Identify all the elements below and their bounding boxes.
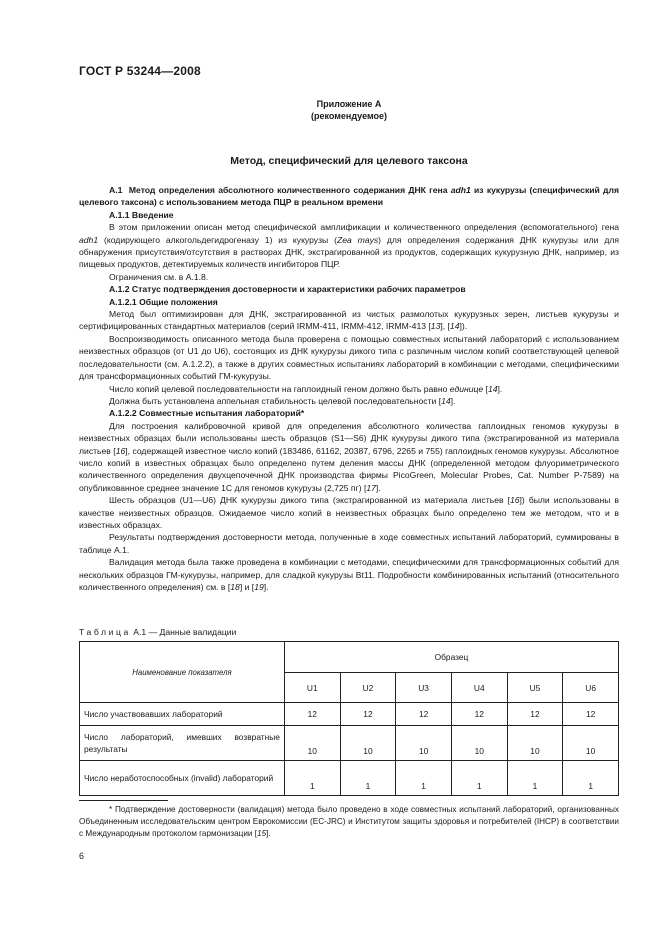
clause-a122-paragraph-2: Шесть образцов (U1—U6) ДНК кукурузы дикого типа (экстрагированной из материала листьев [16]) были использованы в качестве неизвестных образцов. Ожидаемое число копий в неизвестных образцах было определено тем же методом, что и в известных образцах. <box>79 495 619 530</box>
clause-a121-paragraph-1: Метод был оптимизирован для ДНК, экстрагированной из чистых размолотых кукурузных зерен, листьев кукурузы и сертифицированных стандартных материалов (серий IRMM-411, IRMM-412, IRMM-413 [13], [14]). <box>79 309 619 332</box>
footnote-separator <box>79 800 168 801</box>
table-cell: 1 <box>396 761 452 796</box>
document-id: ГОСТ Р 53244—2008 <box>79 64 201 78</box>
table-cell: 10 <box>451 726 507 761</box>
column-header-u2: U2 <box>340 673 396 703</box>
table-cell: 1 <box>284 761 340 796</box>
limitations-reference: Ограничения см. в А.1.8. <box>109 271 209 282</box>
validation-table <box>79 641 619 796</box>
column-header-u3: U3 <box>396 673 452 703</box>
table-row <box>80 703 619 726</box>
table-cell: 10 <box>340 726 396 761</box>
table-cell: 12 <box>563 703 619 726</box>
clause-a12-heading: А.1.2 Статус подтверждения достоверности и характеристики рабочих параметров <box>109 284 466 295</box>
clause-a11-heading: А.1.1 Введение <box>109 209 174 220</box>
clause-a121-paragraph-2: Воспроизводимость описанного метода была проверена с помощью совместных испытаний лабораторий с использованием неизвестных образцов (от U1 до U6), состоящих из ДНК кукурузы дикого типа с различным числом копий соответствующей целевой последовательности (см. А.1.2.2), а также в других совместных испытаниях лабораторий в комбинации с методами, специфическими для трансформационных событий ГМ-кукурузы. <box>79 333 619 382</box>
column-header-u4: U4 <box>451 673 507 703</box>
clause-a122-paragraph-4: Валидация метода была также проведена в комбинации с методами, специфическими для трансформационных событий для нескольких образцов ГМ-кукурузы, например, для сладкой кукурузы Bt11. Подробности комбинированных испытаний (относительного количественного определения) см. в [18] и [19]. <box>79 557 619 592</box>
table-cell: 12 <box>396 703 452 726</box>
table-cell: 10 <box>396 726 452 761</box>
table-cell: 10 <box>563 726 619 761</box>
clause-a122-heading: А.1.2.2 Совместные испытания лабораторий* <box>109 408 305 419</box>
clause-a11-paragraph: В этом приложении описан метод специфической амплификации и количественного определения (вспомогательного) гена adh1 (кодирующего алкогольдегидрогеназу 1) из кукурузы (Zea mays) для определения содержания ДНК кукурузы или для обнаружения присутствия/отсутствия в растворах ДНК, экстрагированной из продуктов, содержащих кукурузную ДНК, например, из пищевых продуктов, детектируемых количеств ингибиторов ПЦР. <box>79 222 619 270</box>
row-label: Число лабораторий, имевших возвратные результаты <box>80 726 285 761</box>
column-header-u6: U6 <box>563 673 619 703</box>
row-header-cell: Наименование показателя <box>80 642 285 703</box>
table-cell: 12 <box>284 703 340 726</box>
footnote: * Подтверждение достоверности (валидация) метода было проведено в ходе совместных испытаний лабораторий, организованных Объединенным исследовательским центром Еврокомиссии (EC-JRC) и Институтом защиты здоровья и потребителей (IHCP) в соответствии с Международным протоколом гармонизации [15]. <box>79 805 619 838</box>
row-label: Число неработоспособных (invalid) лабораторий <box>80 761 285 796</box>
table-cell: 10 <box>284 726 340 761</box>
document-body <box>79 184 619 593</box>
clause-a121-heading: А.1.2.1 Общие положения <box>109 296 218 307</box>
clause-a121-paragraph-3: Число копий целевой последовательности на гаплоидный геном должно быть равно единице [14]. <box>109 383 503 394</box>
appendix-title: Приложение А <box>316 99 382 109</box>
table-cell: 12 <box>451 703 507 726</box>
table-cell: 10 <box>507 726 563 761</box>
table-row <box>80 761 619 796</box>
column-header-u5: U5 <box>507 673 563 703</box>
clause-a121-paragraph-4: Должна быть установлена аппельная стабильность целевой последовательности [14]. <box>109 395 456 406</box>
table-cell: 12 <box>340 703 396 726</box>
appendix-heading <box>79 98 619 122</box>
row-label: Число участвовавших лабораторий <box>80 703 285 726</box>
sample-group-header: Образец <box>284 642 618 673</box>
clause-a122-paragraph-1: Для построения калибровочной кривой для определения абсолютного количества гаплоидных геномов кукурузы в неизвестных образцах были использованы шесть образцов (S1—S6) ДНК кукурузы дикого типа (экстрагированной из материала листьев [16], содержащей известное число копий (183486, 61162, 20387, 6796, 2265 и 755) гаплоидных геномов кукурузы. Абсолютное число копий в известных образцах было определено путем деления массы ДНК (определенной методом флуориметрического количественного определения двухцепочечной ДНК производства фирмы PicoGreen, Molecular Probes, Cat. Number P-7589) на опубликованное среднее значение 1С для геномов кукурузы (2,725 пг) [17]. <box>79 420 619 493</box>
section-title: Метод, специфический для целевого таксона <box>230 155 468 167</box>
table-cell: 1 <box>563 761 619 796</box>
appendix-kind: (рекомендуемое) <box>311 111 387 121</box>
clause-a1-heading: А.1 Метод определения абсолютного количественного содержания ДНК гена adh1 из кукурузы (специфический для целевого таксона) с использованием метода ПЦР в реальном времени <box>79 185 619 208</box>
column-header-u1: U1 <box>284 673 340 703</box>
page-number: 6 <box>79 851 85 861</box>
table-row <box>80 726 619 761</box>
table-cell: 1 <box>507 761 563 796</box>
table-cell: 1 <box>451 761 507 796</box>
table-cell: 12 <box>507 703 563 726</box>
clause-a122-paragraph-3: Результаты подтверждения достоверности метода, полученные в ходе совместных испытаний лабораторий, суммированы в таблице А.1. <box>79 532 619 555</box>
table-cell: 1 <box>340 761 396 796</box>
table-caption: Таблица А.1 — Данные валидации <box>79 627 237 637</box>
